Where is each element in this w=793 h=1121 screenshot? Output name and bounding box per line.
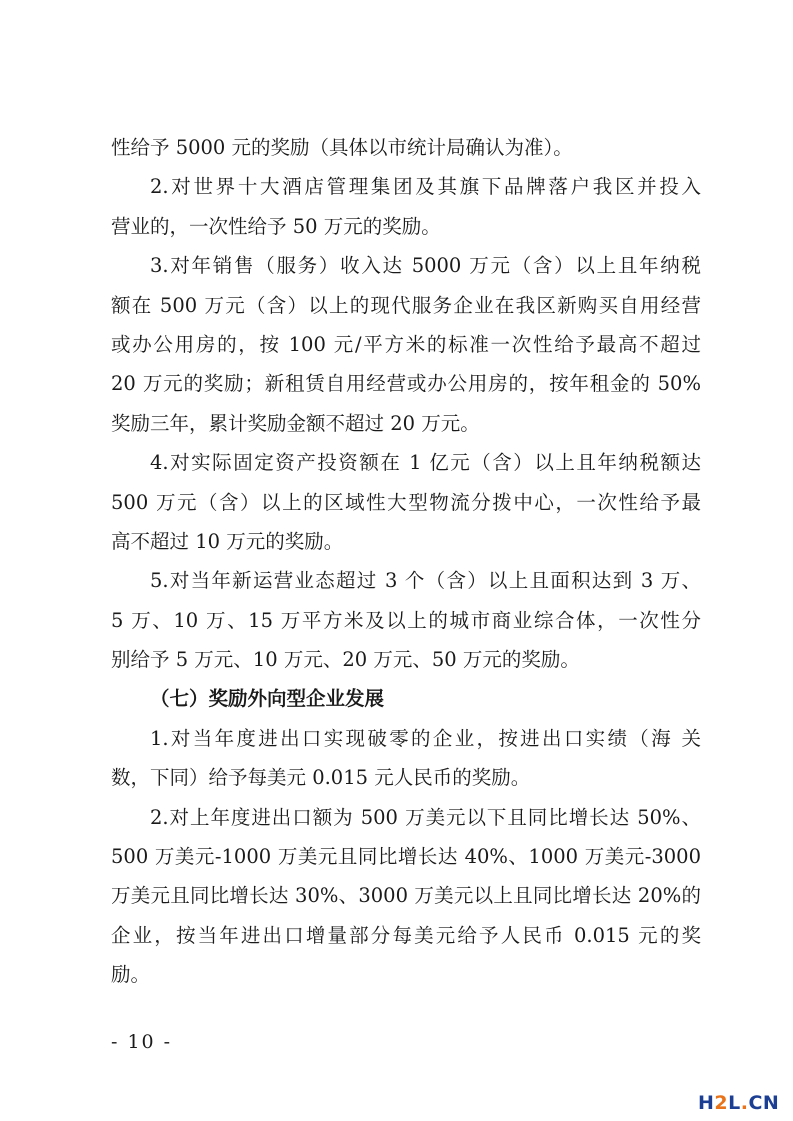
watermark-dot: . [740, 1092, 749, 1114]
text-line: 500 万元（含）以上的区域性大型物流分拨中心，一次性给予最 [111, 490, 701, 514]
paragraph [111, 246, 701, 443]
paragraph [111, 167, 701, 246]
site-watermark-logo [698, 1092, 779, 1114]
paragraph [111, 719, 701, 798]
text-line: 1.对当年度进出口实现破零的企业，按进出口实绩（海 关 [150, 726, 701, 750]
paragraph [111, 443, 701, 561]
paragraph [111, 798, 701, 995]
text-line: 4.对实际固定资产投资额在 1 亿元（含）以上且年纳税额达 [150, 451, 701, 475]
watermark-letter-h: H [698, 1092, 715, 1114]
text-line: （七）奖励外向型企业发展 [150, 687, 385, 711]
text-line: 500 万美元-1000 万美元且同比增长达 40%、1000 万美元-3000 [111, 845, 701, 869]
watermark-letter-l: L [728, 1092, 741, 1114]
text-line: 性给予 5000 元的奖励（具体以市统计局确认为准）。 [111, 136, 573, 159]
text-line: 企业，按当年进出口增量部分每美元给予人民币 0.015 元的奖 [111, 923, 701, 947]
page-number: - 10 - [111, 1031, 173, 1053]
paragraph [111, 128, 701, 167]
text-line: 万美元且同比增长达 30%、3000 万美元以上且同比增长达 20%的 [111, 884, 701, 908]
text-line: 额在 500 万元（含）以上的现代服务企业在我区新购买自用经营 [111, 293, 701, 317]
text-line: 或办公用房的，按 100 元/平方米的标准一次性给予最高不超过 [111, 332, 701, 356]
text-line: 高不超过 10 万元的奖励。 [111, 529, 344, 553]
text-line: 2.对世界十大酒店管理集团及其旗下品牌落户我区并投入 [150, 175, 701, 199]
section-heading [111, 679, 701, 718]
watermark-cn: CN [748, 1092, 780, 1114]
text-line: 5.对当年新运营业态超过 3 个（含）以上且面积达到 3 万、 [150, 569, 701, 593]
paragraph [111, 561, 701, 679]
text-line: 奖励三年，累计奖励金额不超过 20 万元。 [111, 411, 480, 435]
text-line: 励。 [111, 963, 151, 987]
watermark-digit-2: 2 [714, 1092, 729, 1114]
text-line: 5 万、10 万、15 万平方米及以上的城市商业综合体，一次性分 [111, 608, 701, 632]
text-line: 数，下同）给予每美元 0.015 元人民币的奖励。 [111, 766, 531, 790]
text-line: 20 万元的奖励；新租赁自用经营或办公用房的，按年租金的 50% [111, 372, 701, 396]
text-line: 3.对年销售（服务）收入达 5000 万元（含）以上且年纳税 [150, 254, 701, 278]
text-line: 别给予 5 万元、10 万元、20 万元、50 万元的奖励。 [111, 648, 580, 672]
document-body [111, 128, 701, 995]
text-line: 营业的，一次性给予 50 万元的奖励。 [111, 214, 441, 238]
text-line: 2.对上年度进出口额为 500 万美元以下且同比增长达 50%、 [150, 805, 701, 829]
